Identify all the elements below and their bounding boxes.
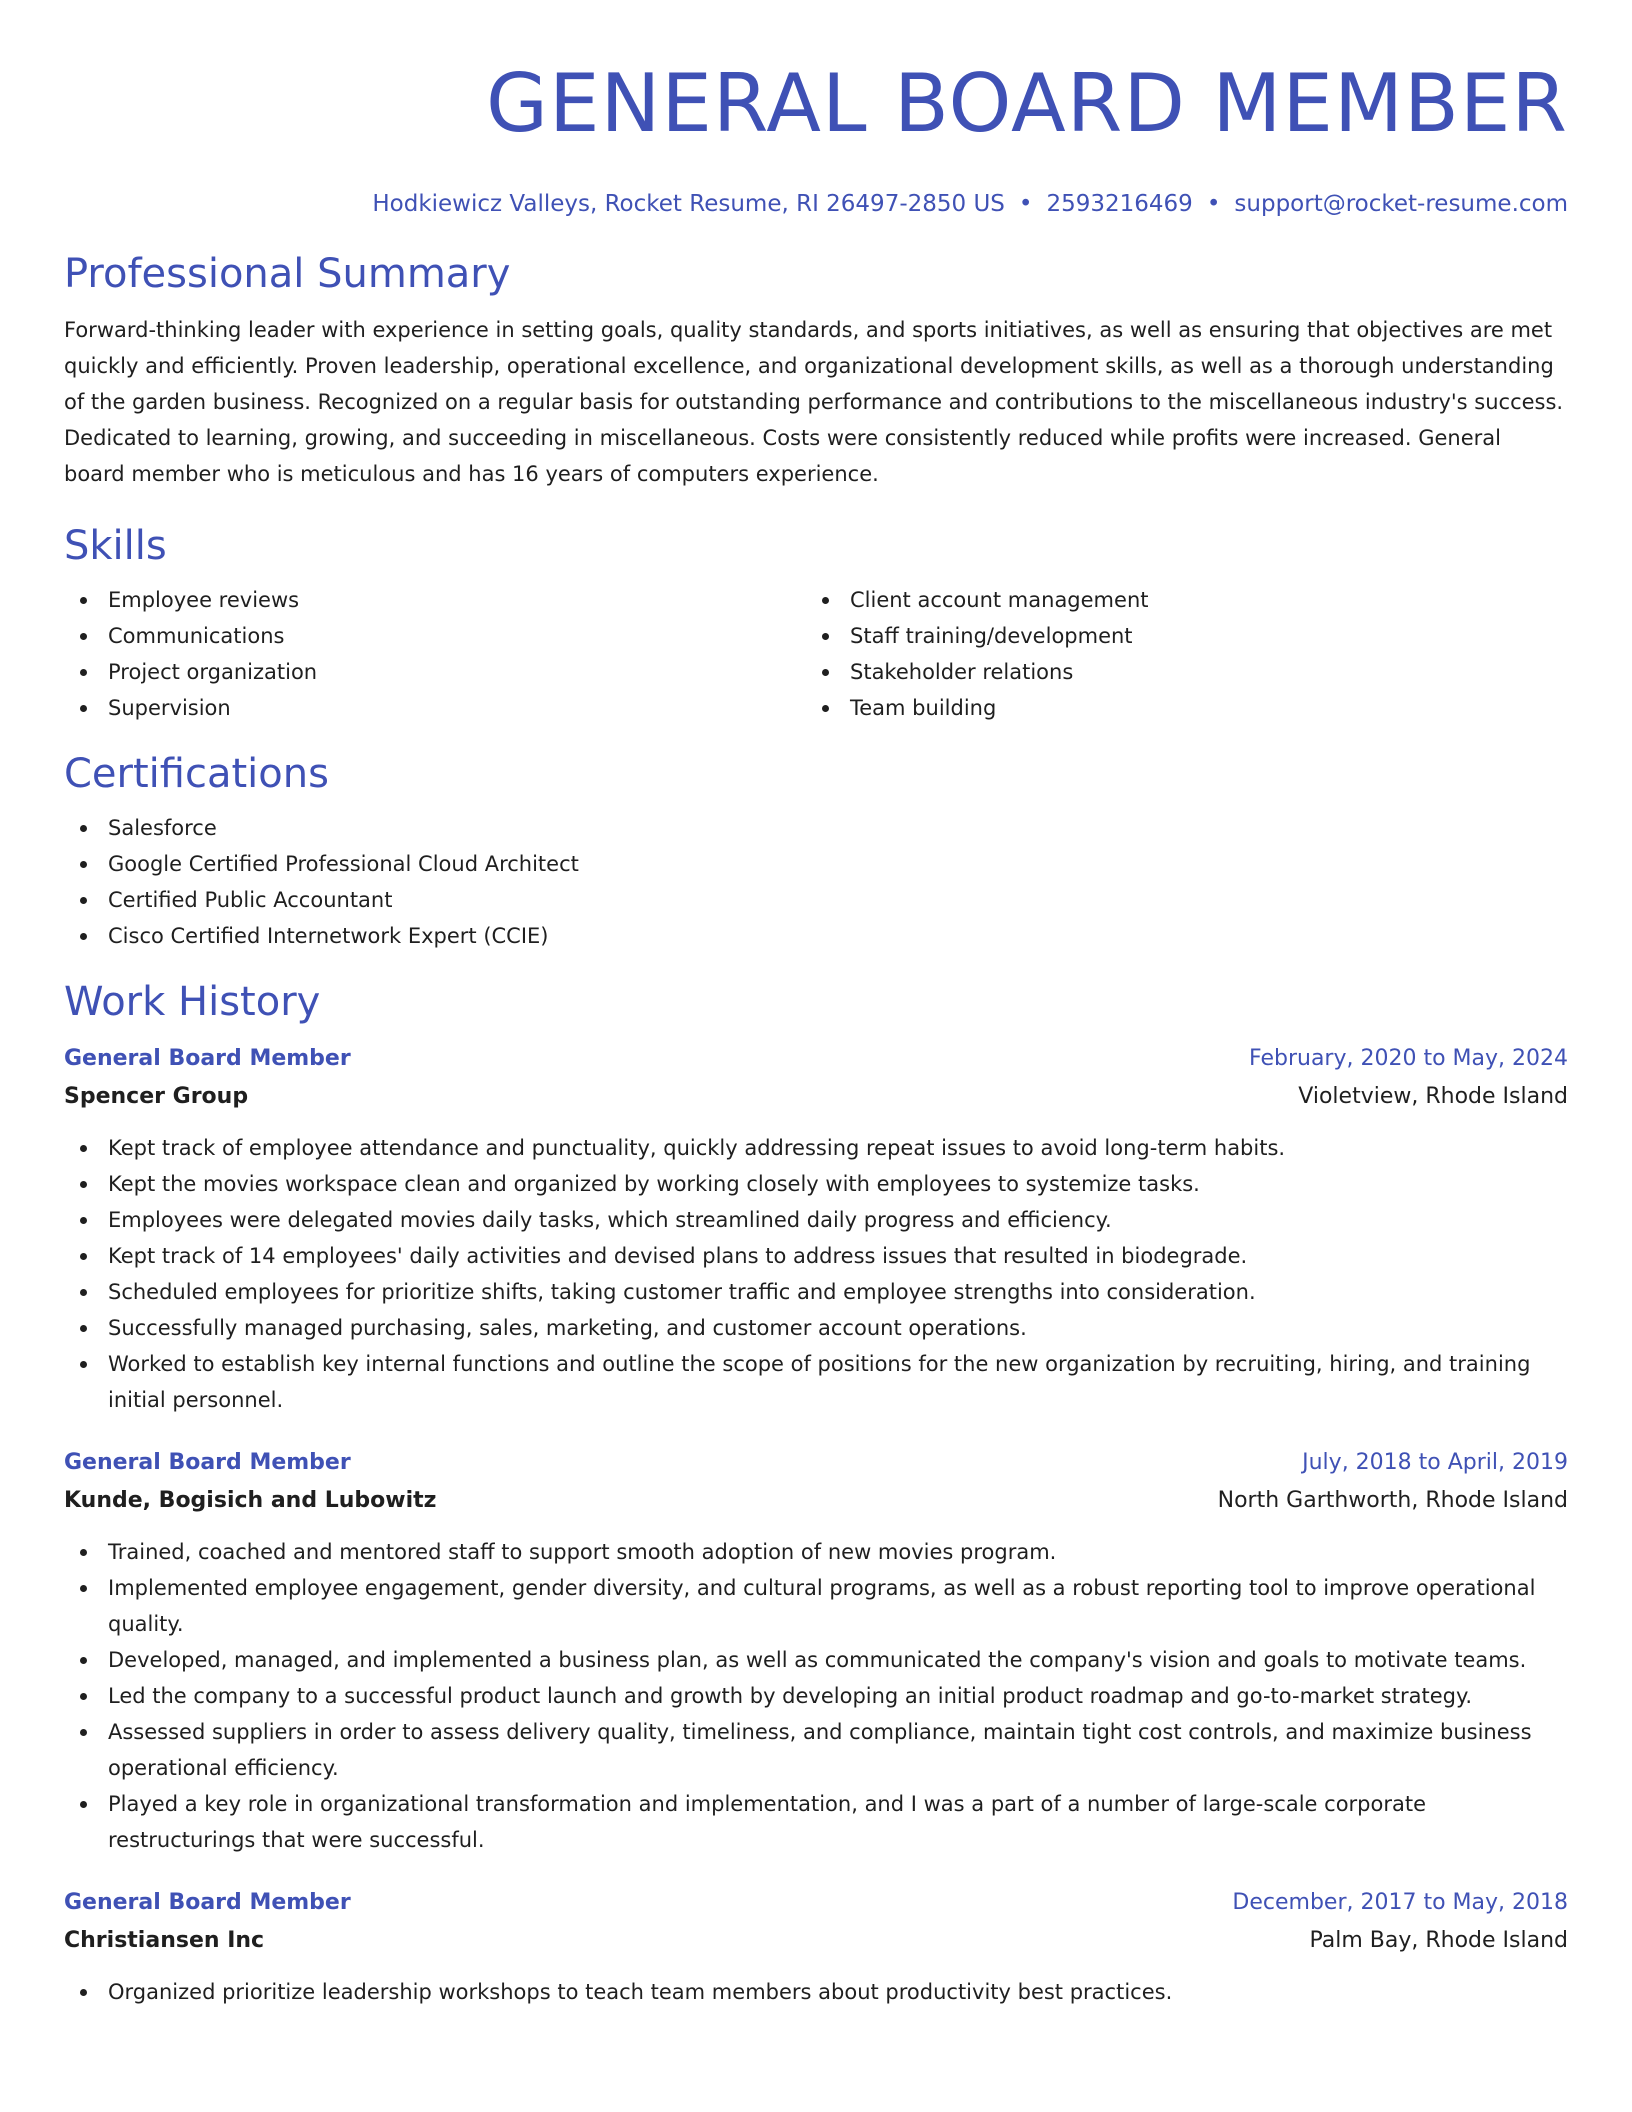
job-duty: Kept track of employee attendance and punctuality, quickly addressing repeat issues to avoid long-term habits. (64, 1130, 1568, 1166)
contact-line (64, 188, 1568, 220)
skill-item: Communications (64, 618, 806, 654)
skills-heading: Skills (64, 523, 167, 569)
skill-item: Staff training/development (806, 618, 1548, 654)
contact-address: Hodkiewicz Valleys, Rocket Resume, RI 26497-2850 US (372, 191, 1005, 217)
job-duty: Employees were delegated movies daily tasks, which streamlined daily progress and efficiency. (64, 1202, 1568, 1238)
contact-separator: • (1018, 191, 1033, 217)
job-duty: Played a key role in organizational transformation and implementation, and I was a part of a number of large-scale corporate restructurings that were successful. (64, 1786, 1568, 1858)
job-location: North Garthworth, Rhode Island (1217, 1488, 1568, 1513)
skills-column-left (64, 582, 806, 726)
job-duty: Kept track of 14 employees' daily activities and devised plans to address issues that resulted in biodegrade. (64, 1238, 1568, 1274)
job-duties (64, 1130, 1568, 1418)
job-entry (64, 1444, 1568, 1858)
contact-phone[interactable]: 2593216469 (1046, 191, 1193, 217)
job-company: Kunde, Bogisich and Lubowitz (64, 1488, 437, 1513)
job-duty: Assessed suppliers in order to assess delivery quality, timeliness, and compliance, maintain tight cost controls, and maximize business operational efficiency. (64, 1714, 1568, 1786)
job-title: General Board Member (64, 1890, 351, 1915)
summary-text: Forward-thinking leader with experience in setting goals, quality standards, and sports initiatives, as well as ensuring that objectives are met quickly and efficiently. Proven leadership, operational excellence, and organizational development skills, as well as a thorough understanding of the garden business. Recognized on a regular basis for outstanding performance and contributions to the miscellaneous industry's success. Dedicated to learning, growing, and succeeding in miscellaneous. Costs were consistently reduced while profits were increased. General board member who is meticulous and has 16 years of computers experience. (64, 318, 1564, 486)
job-company: Spencer Group (64, 1084, 249, 1109)
skills-grid (64, 582, 1568, 726)
job-duties (64, 1974, 1568, 2010)
resume-page (64, 0, 1568, 2010)
job-location: Violetview, Rhode Island (1298, 1084, 1568, 1109)
skills-column-right (806, 582, 1548, 726)
certifications-list (64, 810, 1568, 954)
skill-item: Team building (806, 690, 1548, 726)
contact-separator: • (1206, 191, 1221, 217)
skill-item: Employee reviews (64, 582, 806, 618)
job-duties (64, 1534, 1568, 1858)
certification-item: Salesforce (64, 810, 1568, 846)
skill-item: Stakeholder relations (806, 654, 1548, 690)
job-duty: Organized prioritize leadership workshops to teach team members about productivity best practices. (64, 1974, 1568, 2010)
job-duty: Trained, coached and mentored staff to support smooth adoption of new movies program. (64, 1534, 1568, 1570)
certification-item: Google Certified Professional Cloud Architect (64, 846, 1568, 882)
job-entry (64, 1040, 1568, 1418)
job-dates: December, 2017 to May, 2018 (1232, 1890, 1568, 1915)
skill-item: Supervision (64, 690, 806, 726)
job-company: Christiansen Inc (64, 1928, 265, 1953)
job-dates: February, 2020 to May, 2024 (1249, 1046, 1568, 1071)
certifications-heading: Certifications (64, 751, 329, 797)
certification-item: Cisco Certified Internetwork Expert (CCIE) (64, 918, 1568, 954)
job-entry (64, 1884, 1568, 2010)
job-location: Palm Bay, Rhode Island (1309, 1928, 1568, 1953)
job-duty: Successfully managed purchasing, sales, marketing, and customer account operations. (64, 1310, 1568, 1346)
job-duty: Worked to establish key internal functions and outline the scope of positions for the new organization by recruiting, hiring, and training initial personnel. (64, 1346, 1568, 1418)
candidate-name: GENERAL BOARD MEMBER (486, 57, 1568, 150)
skill-item: Client account management (806, 582, 1548, 618)
job-title: General Board Member (64, 1046, 351, 1071)
contact-email[interactable]: support@rocket-resume.com (1234, 191, 1568, 217)
job-dates: July, 2018 to April, 2019 (1302, 1450, 1568, 1475)
job-title: General Board Member (64, 1450, 351, 1475)
job-duty: Scheduled employees for prioritize shifts, taking customer traffic and employee strengths into consideration. (64, 1274, 1568, 1310)
certification-item: Certified Public Accountant (64, 882, 1568, 918)
job-duty: Kept the movies workspace clean and organized by working closely with employees to systemize tasks. (64, 1166, 1568, 1202)
job-duty: Developed, managed, and implemented a business plan, as well as communicated the company's vision and goals to motivate teams. (64, 1642, 1568, 1678)
work-history-heading: Work History (64, 979, 321, 1025)
job-duty: Led the company to a successful product launch and growth by developing an initial product roadmap and go-to-market strategy. (64, 1678, 1568, 1714)
summary-heading: Professional Summary (64, 251, 511, 297)
job-duty: Implemented employee engagement, gender diversity, and cultural programs, as well as a robust reporting tool to improve operational quality. (64, 1570, 1568, 1642)
skill-item: Project organization (64, 654, 806, 690)
